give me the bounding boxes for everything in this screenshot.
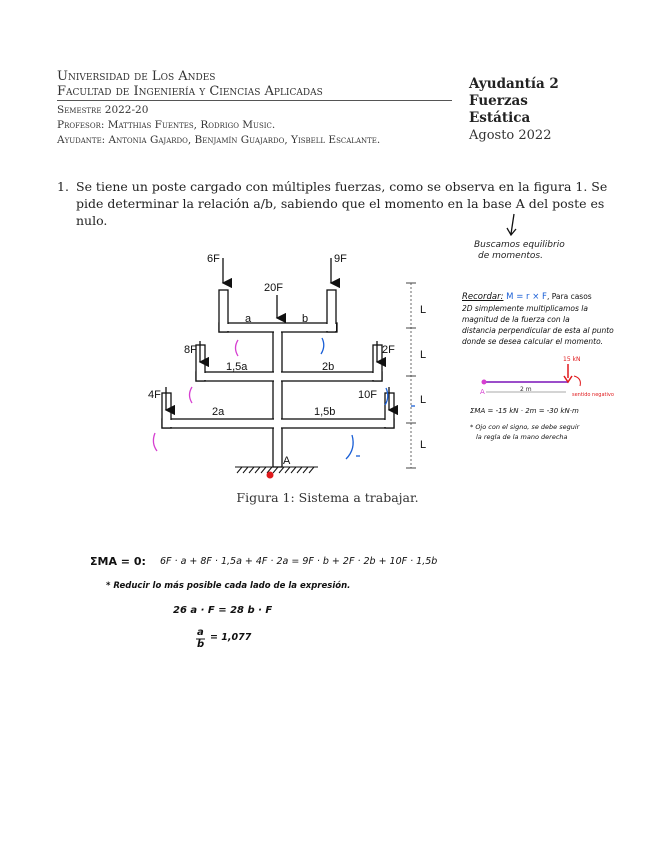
doc-topic-1: Fuerzas — [469, 93, 528, 109]
problem-text: Se tiene un poste cargado con múltiples fuerzas, como se observa en la figura 1. Se pide determinar la relación a/b, sabiendo que el momento en la base A del poste es nulo. — [76, 179, 608, 228]
ground-support — [235, 467, 318, 473]
note-line: magnitud de la fuerza con la — [462, 315, 570, 324]
ratio-value: = 1,077 — [210, 632, 252, 643]
ratio-numerator: a — [197, 627, 204, 638]
handwritten-arrow — [507, 214, 516, 235]
professor: Profesor: Matthias Fuentes, Rodrigo Music. — [57, 119, 276, 131]
label-20f: 20F — [264, 282, 283, 294]
ratio-denominator: b — [197, 639, 205, 650]
label-4f: 4F — [148, 389, 161, 401]
height-l-3: L — [420, 394, 427, 406]
note-remember-tail: , Para casos — [546, 292, 592, 301]
label-6f: 6F — [207, 253, 220, 265]
example-force-label: 15 kN — [563, 356, 581, 363]
beam-joint-cover — [328, 291, 335, 331]
solution-equation: 6F · a + 8F · 1,5a + 4F · 2a = 9F · b + 2F · 2b + 10F · 1,5b — [160, 556, 438, 567]
label-8f: 8F — [184, 344, 197, 356]
dim-a: a — [245, 313, 252, 325]
note-line: donde se desea calcular el momento. — [462, 337, 604, 346]
beam-joint-cover — [274, 328, 281, 466]
example-distance-label: 2 m — [520, 386, 532, 393]
beam-joint-cover — [220, 324, 336, 331]
base-label-a: A — [283, 455, 291, 467]
note-line: distancia perpendicular de esta al punto — [462, 326, 614, 335]
note-example-result: ΣMA = -15 kN · 2m = -30 kN·m — [470, 407, 579, 415]
solution-step: 26 a · F = 28 b · F — [173, 605, 273, 616]
dim-2b: 2b — [322, 361, 335, 373]
note-remember-formula: M = r × F — [506, 292, 547, 302]
note-remember-label: Recordar: — [462, 292, 504, 302]
note-sign-warning-2: la regla de la mano derecha — [476, 433, 568, 441]
semester: Semestre 2022-20 — [57, 104, 149, 116]
note-sign-warning — [470, 422, 579, 442]
solution-note: * Reducir lo más posible cada lado de la expresión. — [106, 581, 351, 591]
doc-title: Ayudantía 2 — [469, 76, 559, 92]
height-l-4: L — [420, 439, 427, 451]
note-equilibrium-2: de momentos. — [478, 251, 543, 261]
height-l-2: L — [420, 349, 427, 361]
note-sign-warning-1: * Ojo con el signo, se debe seguir — [470, 423, 580, 431]
solution-sum-label: ΣMA = 0: — [90, 555, 146, 568]
note-remember-header — [462, 291, 592, 303]
university: Universidad de Los Andes — [57, 69, 216, 84]
note-equilibrium-1: Buscamos equilibrio — [474, 240, 565, 250]
dim-2a: 2a — [212, 406, 225, 418]
example-point-label: A — [480, 388, 485, 396]
height-l-1: L — [420, 304, 427, 316]
doc-date: Agosto 2022 — [469, 128, 552, 143]
label-10f: 10F — [358, 389, 377, 401]
label-2f: 2F — [382, 344, 395, 356]
note-line: 2D simplemente multiplicamos la — [462, 304, 588, 313]
dim-1-5a: 1,5a — [226, 361, 248, 373]
dim-b: b — [302, 313, 309, 325]
base-point-marker — [267, 472, 274, 479]
assistants: Ayudante: Antonia Gajardo, Benjamín Guajardo, Yisbell Escalante. — [57, 134, 381, 146]
beam-joint-cover — [163, 420, 393, 427]
figure-caption: Figura 1: Sistema a trabajar. — [236, 490, 419, 505]
dim-1-5b: 1,5b — [314, 406, 336, 418]
label-9f: 9F — [334, 253, 347, 265]
beam-joint-cover — [220, 291, 227, 331]
faculty: Facultad de Ingeniería y Ciencias Aplicadas — [57, 84, 323, 99]
example-sign-label: sentido negativo — [572, 392, 614, 398]
problem-number: 1. — [57, 179, 69, 194]
doc-topic-2: Estática — [469, 110, 531, 126]
note-remember-body — [462, 303, 614, 347]
beam-joint-cover — [197, 373, 381, 380]
